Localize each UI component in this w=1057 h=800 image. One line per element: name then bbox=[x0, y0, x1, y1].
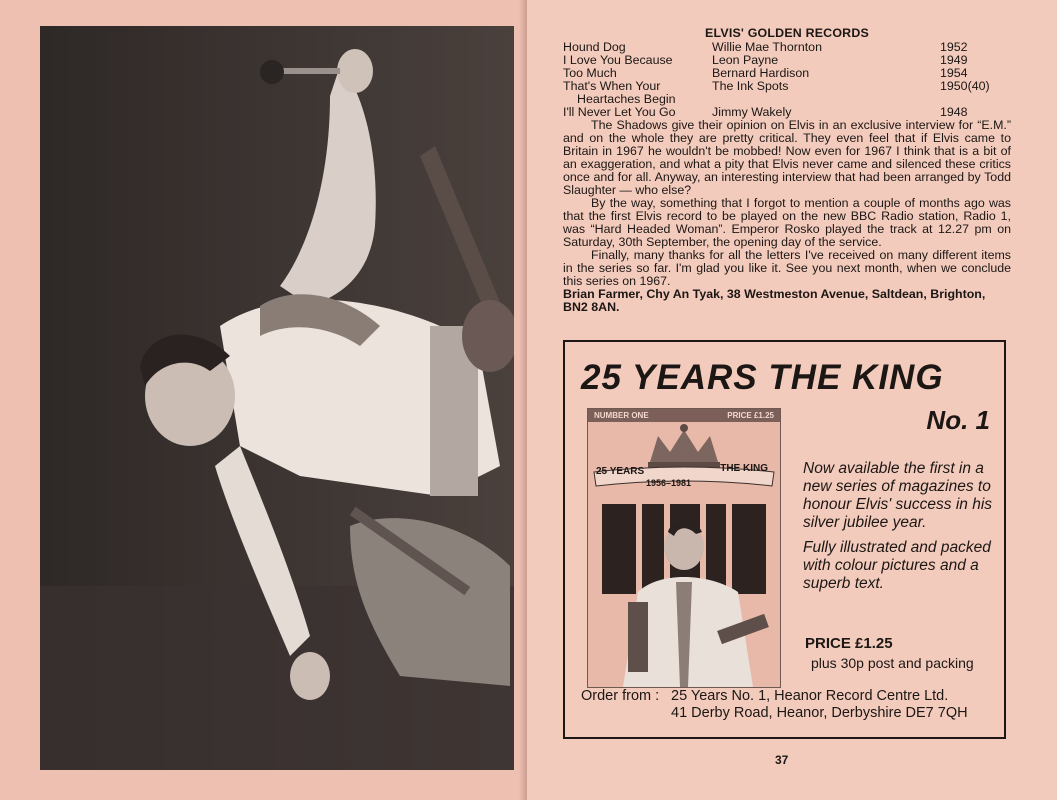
advert-issue-number: No. 1 bbox=[926, 405, 990, 435]
author-byline: Brian Farmer, Chy An Tyak, 38 Westmeston Avenue, Saltdean, Brighton, BN2 8AN. bbox=[563, 287, 986, 314]
record-artist: The Ink Spots bbox=[712, 79, 789, 93]
records-table-title: ELVIS' GOLDEN RECORDS bbox=[705, 26, 869, 40]
record-artist: Willie Mae Thornton bbox=[712, 40, 822, 54]
page-number: 37 bbox=[775, 753, 789, 767]
record-artist: Bernard Hardison bbox=[712, 66, 810, 80]
cover-top-bar bbox=[588, 409, 780, 422]
record-year: 1950(40) bbox=[940, 79, 990, 93]
article-paragraph: The Shadows give their opinion on Elvis in an exclusive interview for “E.M.” and on the whole they are pretty critical. They even feel that if Elvis came to Britain in 1967 he wouldn't be mobbed! Now even for 1967 I think that is a bit of an exaggeration, and what a pity that Elvis never came and silenced these critics once and for all. Anyway, an interesting interview that had been arranged by Todd Slaughter — who else? bbox=[563, 118, 1011, 197]
magazine-cover-image bbox=[587, 408, 781, 688]
crown-icon bbox=[648, 424, 720, 470]
record-song: Too Much bbox=[563, 66, 617, 80]
advert-description-text: Fully illustrated and packed with colour pictures and a superb text. bbox=[803, 539, 991, 592]
article-paragraph: Finally, many thanks for all the letters I've received on many different items in the series so far. I'm glad you like it. See you next month, when we conclude this series on 1967. bbox=[563, 248, 1011, 288]
record-year: 1952 bbox=[940, 40, 968, 54]
article-paragraph: By the way, something that I forgot to mention a couple of months ago was that the first Elvis record to be played on the new BBC Radio station, Radio 1, was “Hard Headed Woman”. Emperor Rosko played the track at 12.27 pm on Saturday, 30th September, the opening day of the service. bbox=[563, 196, 1011, 249]
record-song: Hound Dog bbox=[563, 40, 626, 54]
advert-headline: 25 YEARS THE KING bbox=[581, 358, 944, 397]
advert-price: PRICE £1.25 bbox=[805, 635, 893, 652]
advert-description bbox=[803, 460, 993, 600]
advert-postage: plus 30p post and packing bbox=[811, 655, 974, 671]
order-label: Order from : bbox=[581, 688, 660, 704]
record-song: That's When Your bbox=[563, 79, 661, 93]
order-address-line: 41 Derby Road, Heanor, Derbyshire DE7 7QH bbox=[671, 705, 968, 721]
advert-description-text: Now available the first in a new series of magazines to honour Elvis' success in his silver jubilee year. bbox=[803, 460, 993, 531]
article-column bbox=[563, 27, 1011, 314]
record-artist: Leon Payne bbox=[712, 53, 779, 67]
record-year: 1948 bbox=[940, 105, 968, 119]
record-year: 1954 bbox=[940, 66, 968, 80]
left-page bbox=[0, 0, 527, 800]
elvis-concert-photo bbox=[40, 26, 514, 770]
cover-price: PRICE £1.25 bbox=[727, 411, 774, 420]
cover-number: NUMBER ONE bbox=[594, 411, 649, 420]
record-song: I'll Never Let You Go bbox=[563, 105, 676, 119]
record-artist: Jimmy Wakely bbox=[712, 105, 792, 119]
record-year: 1949 bbox=[940, 53, 968, 67]
cover-banner-right: THE KING bbox=[720, 463, 768, 474]
magazine-advert bbox=[563, 340, 1006, 739]
record-row bbox=[563, 106, 1011, 119]
order-address-line: 25 Years No. 1, Heanor Record Centre Ltd. bbox=[671, 688, 949, 704]
record-song: Heartaches Begin bbox=[577, 92, 676, 106]
cover-years: 1956–1981 bbox=[646, 478, 692, 488]
record-song: I Love You Because bbox=[563, 53, 673, 67]
cover-banner-left: 25 YEARS bbox=[596, 466, 645, 477]
